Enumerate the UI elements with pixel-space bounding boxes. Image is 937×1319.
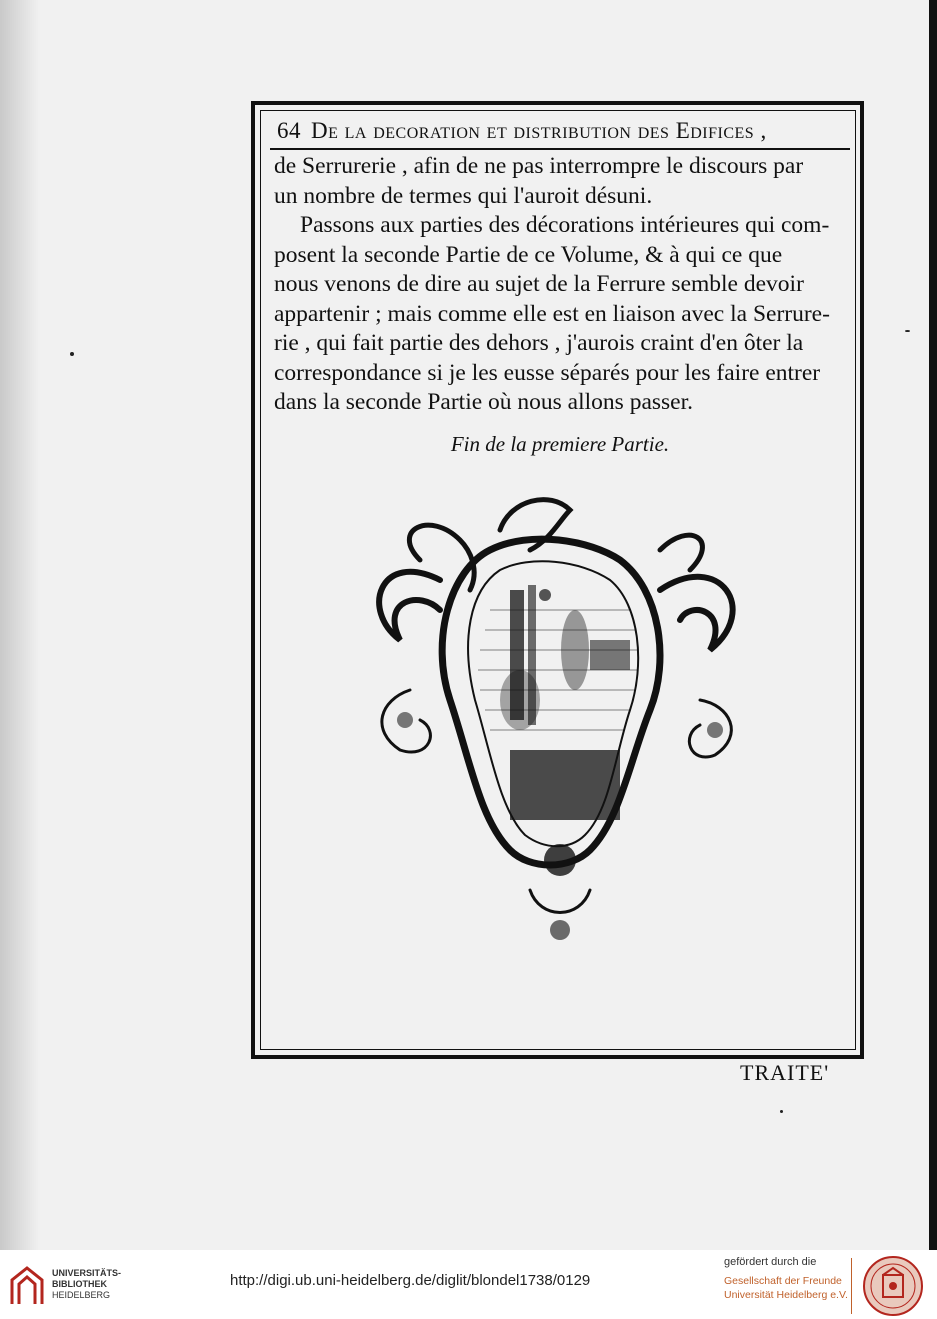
- ub-heidelberg-logo-icon: [10, 1266, 44, 1306]
- library-name: [52, 1268, 121, 1301]
- text-line: appartenir ; mais comme elle est en liaison avec la Serrure-: [274, 300, 830, 327]
- print-speck: [905, 330, 910, 332]
- catchword: TRAITE': [740, 1060, 830, 1085]
- footer-bar: [0, 1250, 937, 1319]
- library-name-line: BIBLIOTHEK: [52, 1279, 107, 1289]
- sponsor-label: gefördert durch die: [724, 1256, 817, 1268]
- rococo-cartouche-vignette: [360, 490, 760, 960]
- header-rule: [270, 148, 850, 150]
- running-head: [277, 118, 845, 144]
- closing-line: Fin de la premiere Partie.: [450, 432, 670, 456]
- sponsor-name-line: Universität Heidelberg e.V.: [724, 1289, 848, 1301]
- text-line: posent la seconde Partie de ce Volume, & à qui ce que: [274, 241, 783, 268]
- text-line: rie , qui fait partie des dehors , j'aurois craint d'en ôter la: [274, 330, 804, 356]
- sponsor-divider: [851, 1258, 852, 1314]
- text-line: Passons aux parties des décorations intérieures qui com-: [300, 212, 830, 238]
- print-speck: [780, 1110, 783, 1113]
- page-number: 64: [277, 118, 301, 143]
- text-line: correspondance si je les eusse séparés pour les faire entrer: [274, 359, 821, 386]
- body-text: [274, 152, 852, 418]
- text-line: dans la seconde Partie où nous allons passer.: [274, 389, 693, 415]
- running-head-title: De la decoration et distribution des Edifices ,: [311, 118, 767, 143]
- page-gutter-shadow: [0, 0, 40, 1250]
- paragraph-2: [274, 211, 852, 418]
- library-name-line: UNIVERSITÄTS-: [52, 1268, 122, 1278]
- university-seal-icon: [862, 1255, 924, 1317]
- sponsor-name: [724, 1274, 848, 1302]
- permalink-url[interactable]: http://digi.ub.uni-heidelberg.de/diglit/blondel1738/0129: [230, 1272, 591, 1289]
- library-name-line: HEIDELBERG: [52, 1290, 111, 1300]
- print-speck: [70, 352, 74, 356]
- page-edge: [929, 0, 937, 1250]
- text-line: un nombre de termes qui l'auroit désuni.: [274, 182, 653, 209]
- paragraph-1: [274, 152, 852, 211]
- text-line: de Serrurerie , afin de ne pas interrompre le discours par: [274, 153, 804, 179]
- text-line: nous venons de dire au sujet de la Ferrure semble devoir: [274, 271, 804, 297]
- sponsor-name-line: Gesellschaft der Freunde: [724, 1275, 842, 1287]
